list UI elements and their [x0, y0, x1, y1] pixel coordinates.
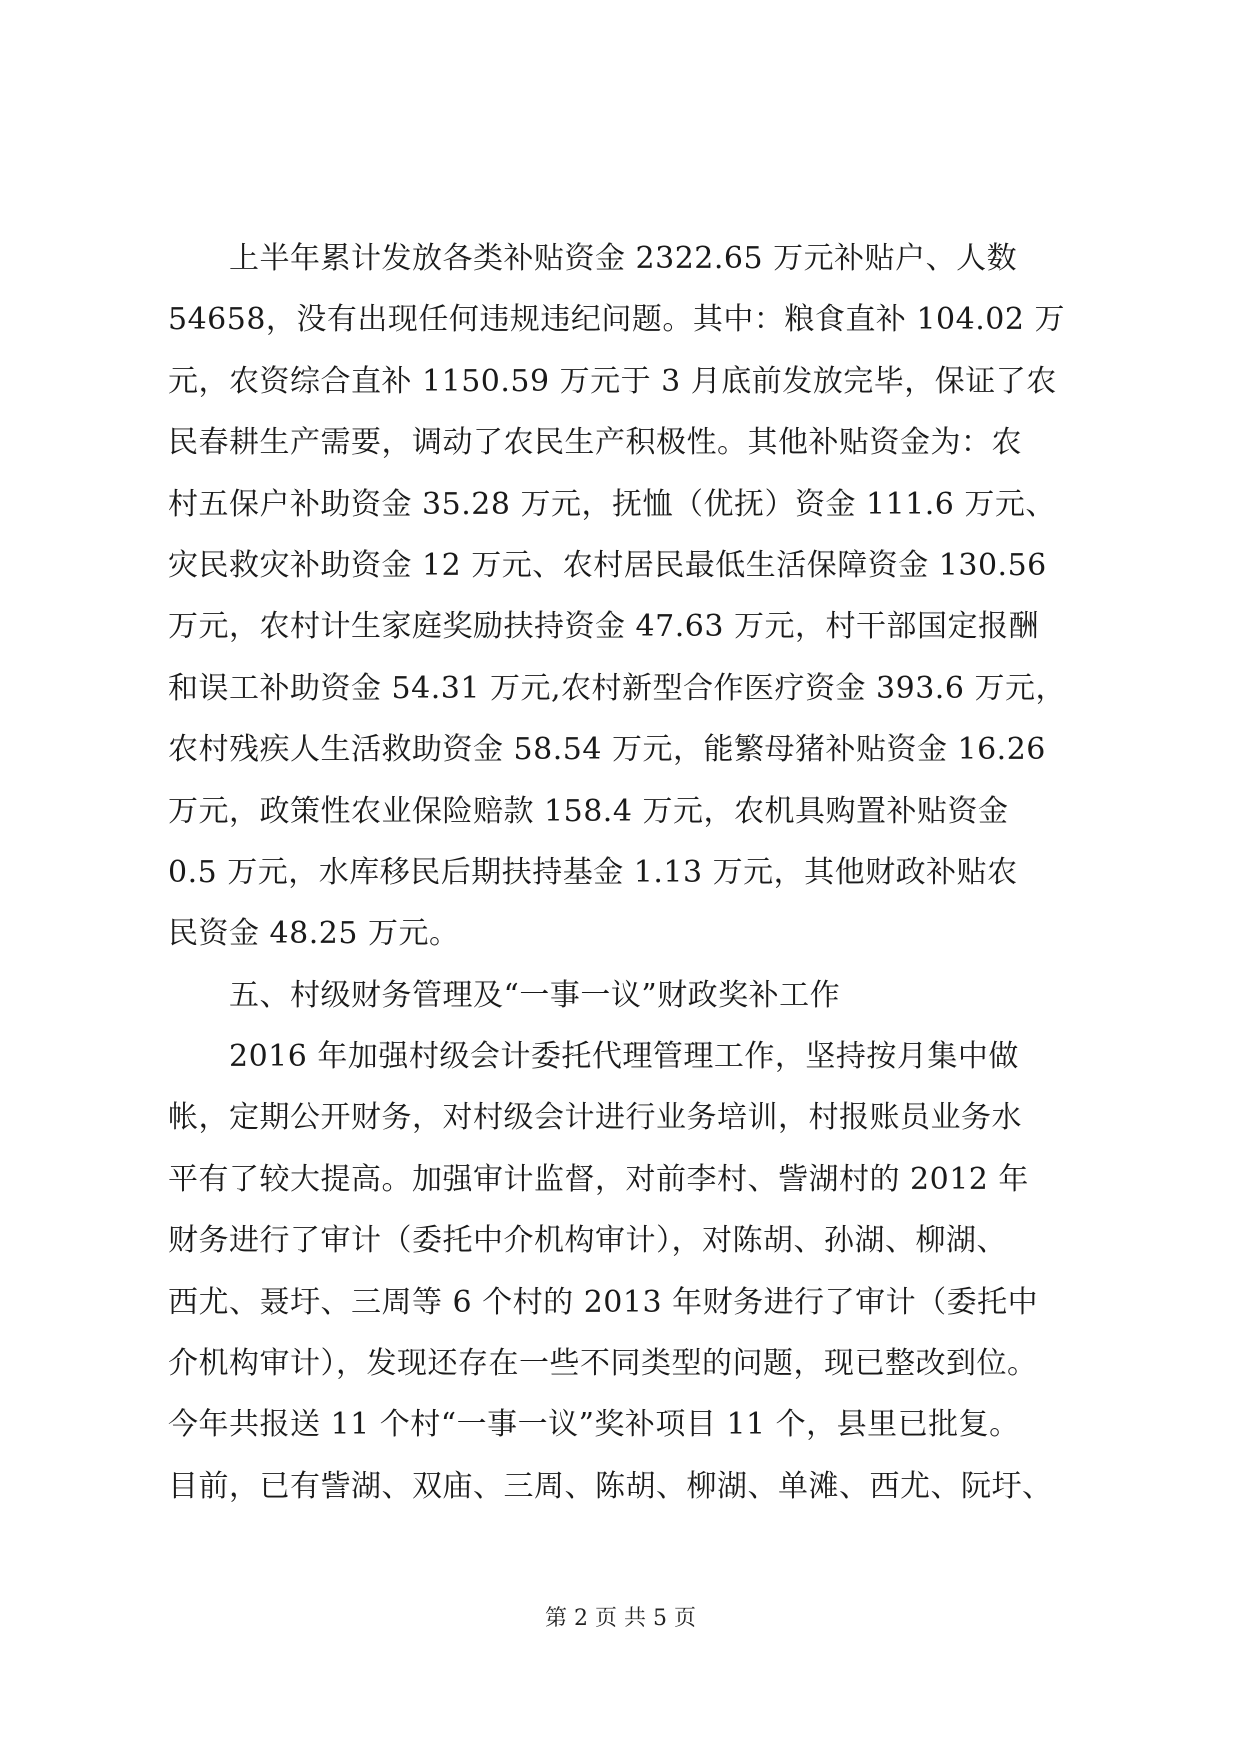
paragraph-line: 万元，农村计生家庭奖励扶持资金 47.63 万元，村干部国定报酬 [168, 609, 1039, 645]
body-text [168, 228, 1073, 1517]
paragraph-line: 介机构审计），发现还存在一些不同类型的问题，现已整改到位。 [168, 1346, 1038, 1382]
paragraph-line: 民资金 48.25 万元。 [168, 916, 460, 952]
paragraph-line: 0.5 万元，水库移民后期扶持基金 1.13 万元，其他财政补贴农 [168, 854, 1018, 890]
paragraph-line: 万元，政策性农业保险赔款 158.4 万元，农机具购置补贴资金 [168, 793, 1009, 829]
paragraph-line: 西尤、聂圩、三周等 6 个村的 2013 年财务进行了审计（委托中 [168, 1284, 1039, 1320]
paragraph-line: 上半年累计发放各类补贴资金 2322.65 万元补贴户、人数 [229, 241, 1018, 276]
paragraph-line: 54658，没有出现任何违规违纪问题。其中：粮食直补 104.02 万 [168, 302, 1065, 338]
page-number-footer: 第 2 页 共 5 页 [545, 1606, 696, 1631]
section-heading: 五、村级财务管理及“一事一议”财政奖补工作 [229, 977, 841, 1013]
paragraph-line: 帐，定期公开财务，对村级会计进行业务培训，村报账员业务水 [168, 1100, 1022, 1136]
paragraph-line: 农村残疾人生活救助资金 58.54 万元，能繁母猪补贴资金 16.26 [168, 732, 1046, 768]
paragraph-line: 2016 年加强村级会计委托代理管理工作，坚持按月集中做 [229, 1039, 1019, 1075]
paragraph-line: 民春耕生产需要，调动了农民生产积极性。其他补贴资金为：农 [168, 425, 1022, 461]
paragraph-line: 村五保户补助资金 35.28 万元，抚恤（优抚）资金 111.6 万元、 [168, 486, 1056, 522]
paragraph-line: 灾民救灾补助资金 12 万元、农村居民最低生活保障资金 130.56 [168, 547, 1047, 583]
paragraph-line: 元，农资综合直补 1150.59 万元于 3 月底前发放完毕，保证了农 [168, 363, 1057, 399]
paragraph-line: 今年共报送 11 个村“一事一议”奖补项目 11 个，县里已批复。 [168, 1407, 1020, 1443]
paragraph-line: 和误工补助资金 54.31 万元,农村新型合作医疗资金 393.6 万元， [168, 670, 1066, 706]
paragraph-line: 平有了较大提高。加强审计监督，对前李村、訾湖村的 2012 年 [168, 1161, 1029, 1197]
paragraph-line: 财务进行了审计（委托中介机构审计），对陈胡、孙湖、柳湖、 [168, 1223, 1007, 1259]
paragraph-line: 目前，已有訾湖、双庙、三周、陈胡、柳湖、单滩、西尤、阮圩、 [168, 1468, 1053, 1504]
